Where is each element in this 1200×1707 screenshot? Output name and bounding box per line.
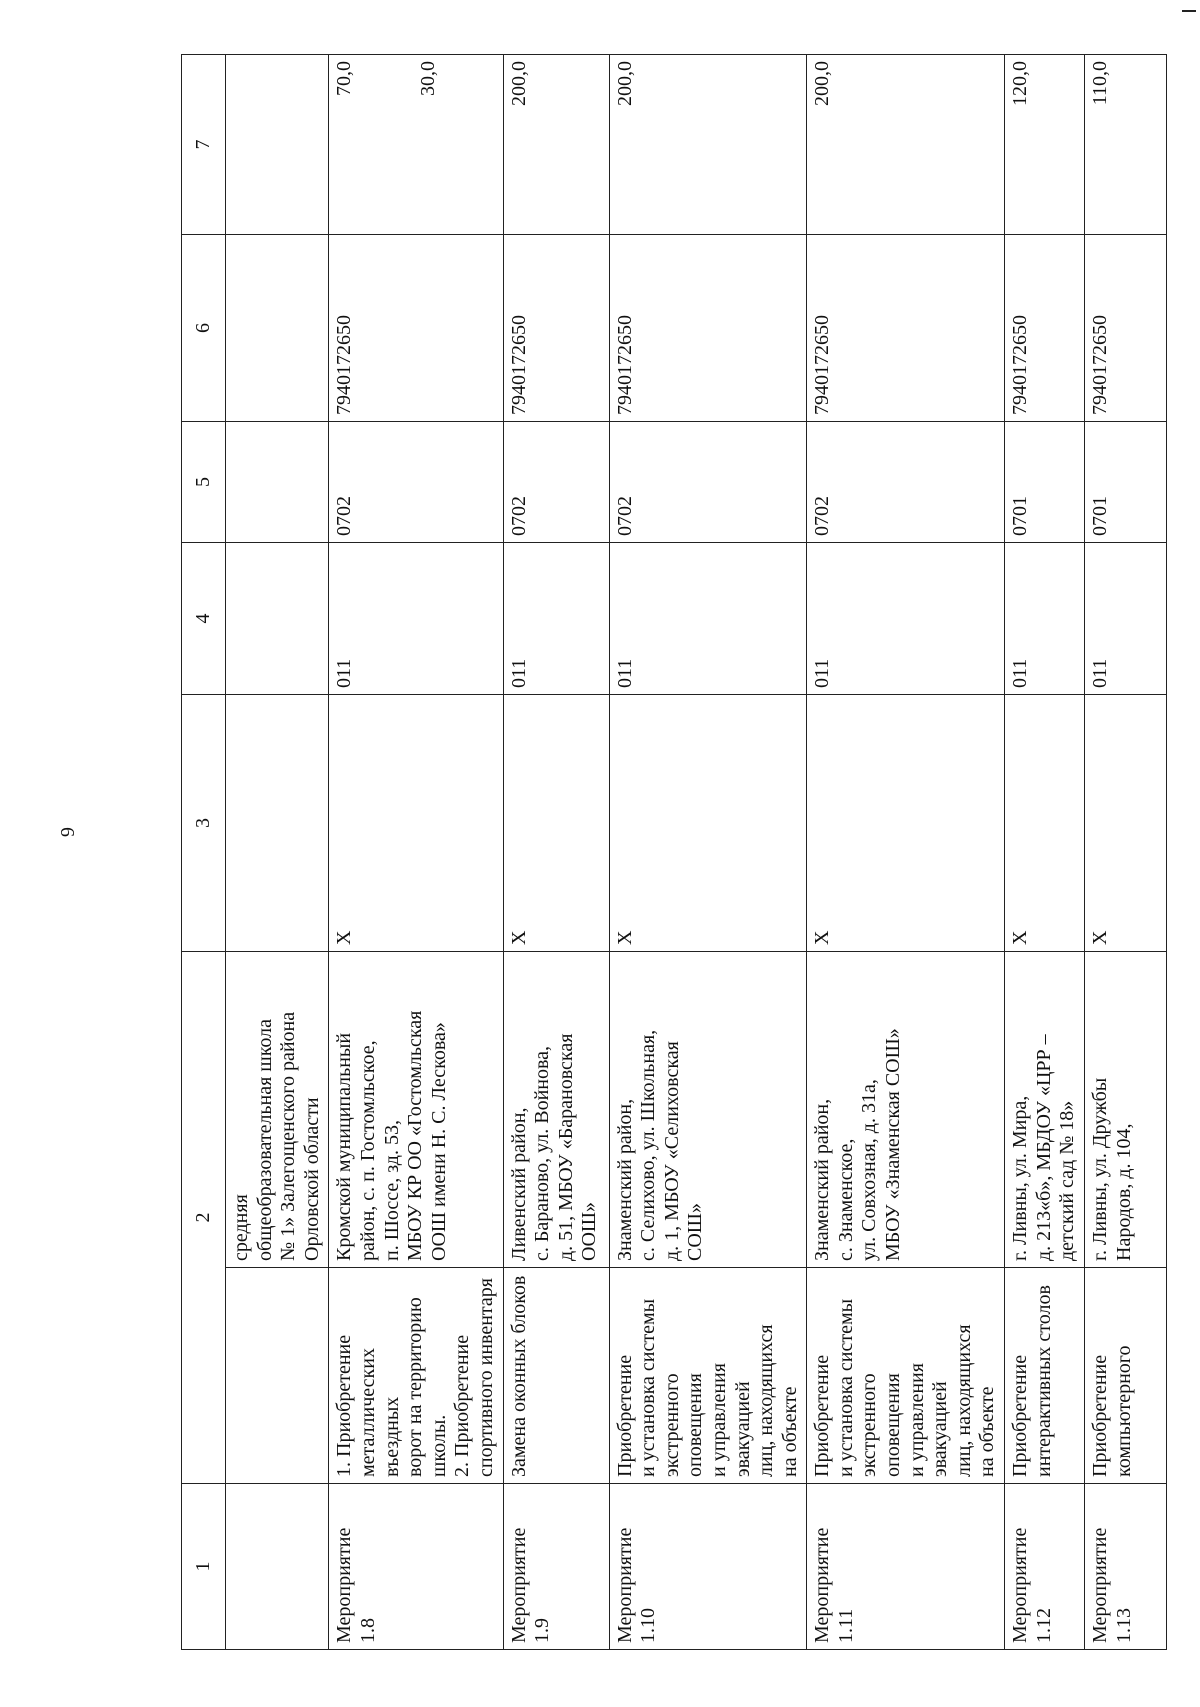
address: г. Ливны, ул. Дружбы Народов, д. 104,	[1085, 952, 1167, 1268]
work-description: 1. Приобретение металлических въездных ворот на территорию школы. 2. Приобретение спортивного инвентаря	[329, 1268, 503, 1484]
col7-amount: 200,0	[807, 55, 1005, 235]
work-description: Приобретение компьютерного	[1085, 1268, 1167, 1484]
budget-table-rotated	[181, 55, 1135, 1650]
col6-code: 7940172650	[329, 235, 503, 422]
header-col-7: 7	[182, 55, 226, 235]
header-col-1: 1	[182, 1484, 226, 1650]
header-col-2: 2	[182, 952, 226, 1484]
col6-code: 7940172650	[1005, 235, 1085, 422]
col6-code: 7940172650	[1085, 235, 1167, 422]
amount-2: 30,0	[416, 61, 439, 96]
col5-code: 0702	[807, 422, 1005, 543]
col7-amount: 200,0	[503, 55, 609, 235]
cont-c3	[226, 695, 329, 952]
table-row	[1005, 55, 1085, 1650]
col5-code: 0702	[329, 422, 503, 543]
cont-address: средняя общеобразовательная школа № 1» Залегощенского района Орловской области	[226, 952, 329, 1268]
table-row	[807, 55, 1005, 1650]
budget-table	[181, 54, 1167, 1650]
event-name: Мероприятие 1.10	[609, 1484, 807, 1650]
amount-1: 70,0	[333, 61, 356, 96]
work-description: Замена оконных блоков	[503, 1268, 609, 1484]
header-col-6: 6	[182, 235, 226, 422]
col7-amount: 110,0	[1085, 55, 1167, 235]
cont-c4	[226, 543, 329, 695]
table-row	[503, 55, 609, 1650]
cont-event	[226, 1484, 329, 1650]
cont-c6	[226, 235, 329, 422]
col3-mark: Х	[1005, 695, 1085, 952]
header-col-4: 4	[182, 543, 226, 695]
page-number: 6	[56, 827, 78, 837]
col4-code: 011	[503, 543, 609, 695]
work-description: Приобретение и установка системы экстренного оповещения и управления эвакуацией лиц, находящихся на объекте	[807, 1268, 1005, 1484]
cont-work	[226, 1268, 329, 1484]
header-row	[182, 55, 226, 1650]
col4-code: 011	[609, 543, 807, 695]
col6-code: 7940172650	[807, 235, 1005, 422]
work-description: Приобретение и установка системы экстренного оповещения и управления эвакуацией лиц, находящихся на объекте	[609, 1268, 807, 1484]
event-name: Мероприятие 1.11	[807, 1484, 1005, 1650]
event-name: Мероприятие 1.12	[1005, 1484, 1085, 1650]
col4-code: 011	[807, 543, 1005, 695]
col5-code: 0701	[1085, 422, 1167, 543]
col6-code: 7940172650	[503, 235, 609, 422]
address: Ливенский район, с. Бараново, ул. Войнова, д. 51, МБОУ «Барановская ООШ»	[503, 952, 609, 1268]
cont-c5	[226, 422, 329, 543]
address: г. Ливны, ул. Мира, д. 213«б», МБДОУ «ЦРР – детский сад № 18»	[1005, 952, 1085, 1268]
address: Знаменский район, с. Знаменское, ул. Совхозная, д. 31а, МБОУ «Знаменская СОШ»	[807, 952, 1005, 1268]
edge-mark	[1182, 10, 1196, 12]
event-name: Мероприятие 1.13	[1085, 1484, 1167, 1650]
table-row-continuation	[226, 55, 329, 1650]
col7-amount: 200,0	[609, 55, 807, 235]
col3-mark: Х	[1085, 695, 1167, 952]
col7-amount	[329, 55, 503, 235]
col7-amount: 120,0	[1005, 55, 1085, 235]
col4-code: 011	[1085, 543, 1167, 695]
col3-mark: Х	[503, 695, 609, 952]
col5-code: 0701	[1005, 422, 1085, 543]
table-row	[1085, 55, 1167, 1650]
col4-code: 011	[329, 543, 503, 695]
col5-code: 0702	[503, 422, 609, 543]
work-description: Приобретение интерактивных столов	[1005, 1268, 1085, 1484]
col5-code: 0702	[609, 422, 807, 543]
header-col-3: 3	[182, 695, 226, 952]
col3-mark: Х	[807, 695, 1005, 952]
cont-c7	[226, 55, 329, 235]
table-row	[329, 55, 503, 1650]
col3-mark: Х	[609, 695, 807, 952]
col6-code: 7940172650	[609, 235, 807, 422]
event-name: Мероприятие 1.8	[329, 1484, 503, 1650]
address: Знаменский район, с. Селихово, ул. Школьная, д. 1, МБОУ «Селиховская СОШ»	[609, 952, 807, 1268]
col3-mark: Х	[329, 695, 503, 952]
header-col-5: 5	[182, 422, 226, 543]
col4-code: 011	[1005, 543, 1085, 695]
event-name: Мероприятие 1.9	[503, 1484, 609, 1650]
table-row	[609, 55, 807, 1650]
address: Кромской муниципальный район, с. п. Гостомльское, п. Шоссе, зд. 53, МБОУ КР ОО «Гостомльская ООШ имени Н. С. Лескова»	[329, 952, 503, 1268]
